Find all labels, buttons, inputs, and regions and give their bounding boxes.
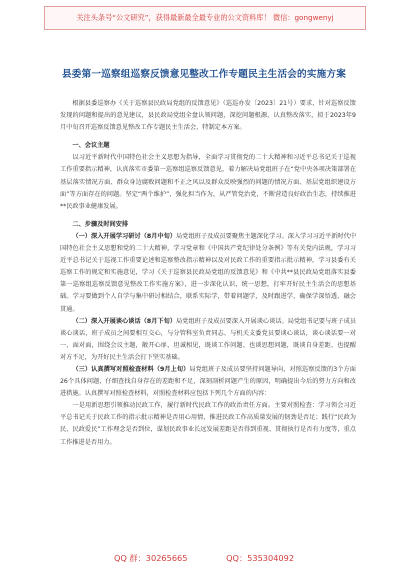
- step-2-heading: （二）深入开展谈心谈话（8月下旬）: [72, 317, 177, 325]
- section-heading-steps: 二、步骤及时间安排: [72, 220, 129, 228]
- document-body: [60, 98, 356, 449]
- document-title: 县委第一巡察组巡察反馈意见整改工作专题民主生活会的实施方案: [61, 69, 347, 80]
- step-1-heading: （一）深入开展学习研讨（8月中旬）: [72, 232, 177, 240]
- step-1-body: 局党组班子及成员要聚焦主题深化学习。深入学习习近平新时代中国特色社会主义思想和党的二十大精神，学习党章和《中国共产党纪律处分条例》等有关党内法规，学习习近平总书记关于巡视工作重要论述和巡察整改指示精神以及对民政工作的重要指示批示精神，学习县委有关巡察工作的规定和实施意见，学习《关于巡察县民政局党组的反馈意见》和《中共**县民政局党组落实县委第一巡察组巡察反馈意见整改工作实施方案》，进一步深化认识，统一思想，打牢开好民主生活会的思想基础。学习要做到个人自学与集中研讨相结合，联系实际学，带着问题学，及时跟进学，确保学深悟透、融会贯通。: [60, 232, 357, 313]
- step-2-paragraph: [60, 316, 356, 364]
- step-2-body: 局党组班子及成员要深入开展谈心谈话。局党组书记要与班子成员谈心谈话，班子成员之间要相互交心，与分管科室负责同志、与机关支委党员要谈心谈话，谈心谈话要一对一、面对面，围绕会议主题，敞开心扉，坦诚相见，既谈工作问题、也谈思想问题，既谈自身差距、也提醒对方不足，为开好民主生活会打下坚实基础。: [60, 317, 357, 361]
- step-1-paragraph: [60, 231, 356, 316]
- step-3-heading: （三）认真撰写对照检查材料（9月上旬）: [72, 365, 190, 373]
- section-theme-body: 以习近平新时代中国特色社会主义思想为指导，全面学习贯彻党的二十大精神和习近平总书记关于巡视工作重要指示精神，认真落实市委第一巡察组巡察反馈意见，着力解决局党组班子在“党中央各项决策部署在基层落实情况方面、群众身边腐败问题和不正之风以及群众反映强烈的问题的情况方面、基层党组织建设方面”等方面存在的问题。坚定“两个维护”，强化担当作为，从严管党治党，不断营造良好政治生态，持续推进**民政事业健康发展。: [60, 154, 356, 210]
- footer-qq-group: QQ 群：30265665: [113, 553, 188, 563]
- step-3-paragraph: [60, 364, 356, 400]
- footer-qq: QQ：535304092: [226, 553, 295, 563]
- intro-paragraph: 根据县委巡察办《关于巡察县民政局党组的反馈意见》（巡巡办发〔2023〕21号）要求，针对巡察反馈发现的问题和提出的意见建议，县民政局党组全盘认领问题，深挖问题根源，认真整改落实，拟于2023年9月中旬召开巡察反馈意见整改工作专题民主生活会，特制定本方案。: [60, 100, 356, 132]
- step-3-body: 局党组班子及成员要坚持问题导向，对照巡察反馈的3个方面26个具体问题，仔细查找自身存在的差距和不足，深刻剖析问题产生的原因，明确提出今后的努力方向和改进措施。认真撰写对照检查材料，对照检查材料应包括下列几个方面的内容：: [60, 365, 356, 398]
- top-banner: 关注头条号“公文研究”，获得最新最全最专业的公文资料库！ 微信：gongwenyj: [44, 6, 366, 30]
- footer-contact: [0, 553, 408, 564]
- step-3-point-1: 一是用新思想引领推动民政工作，履行新时代民政工作的政治责任方面。主要对照检查：学习领会习近平总书记关于民政工作的指示批示精神是否用心用情，推进民政工作高质量发展的韧劲是否足；践行“民政为民、民政爱民”工作理念是否到位，谋划民政事业长远发展差距是否得到重视、贯彻执行是否有力度等，重点工作推进是否用力。: [60, 402, 356, 446]
- section-heading-theme: 一、会议主题: [72, 142, 110, 150]
